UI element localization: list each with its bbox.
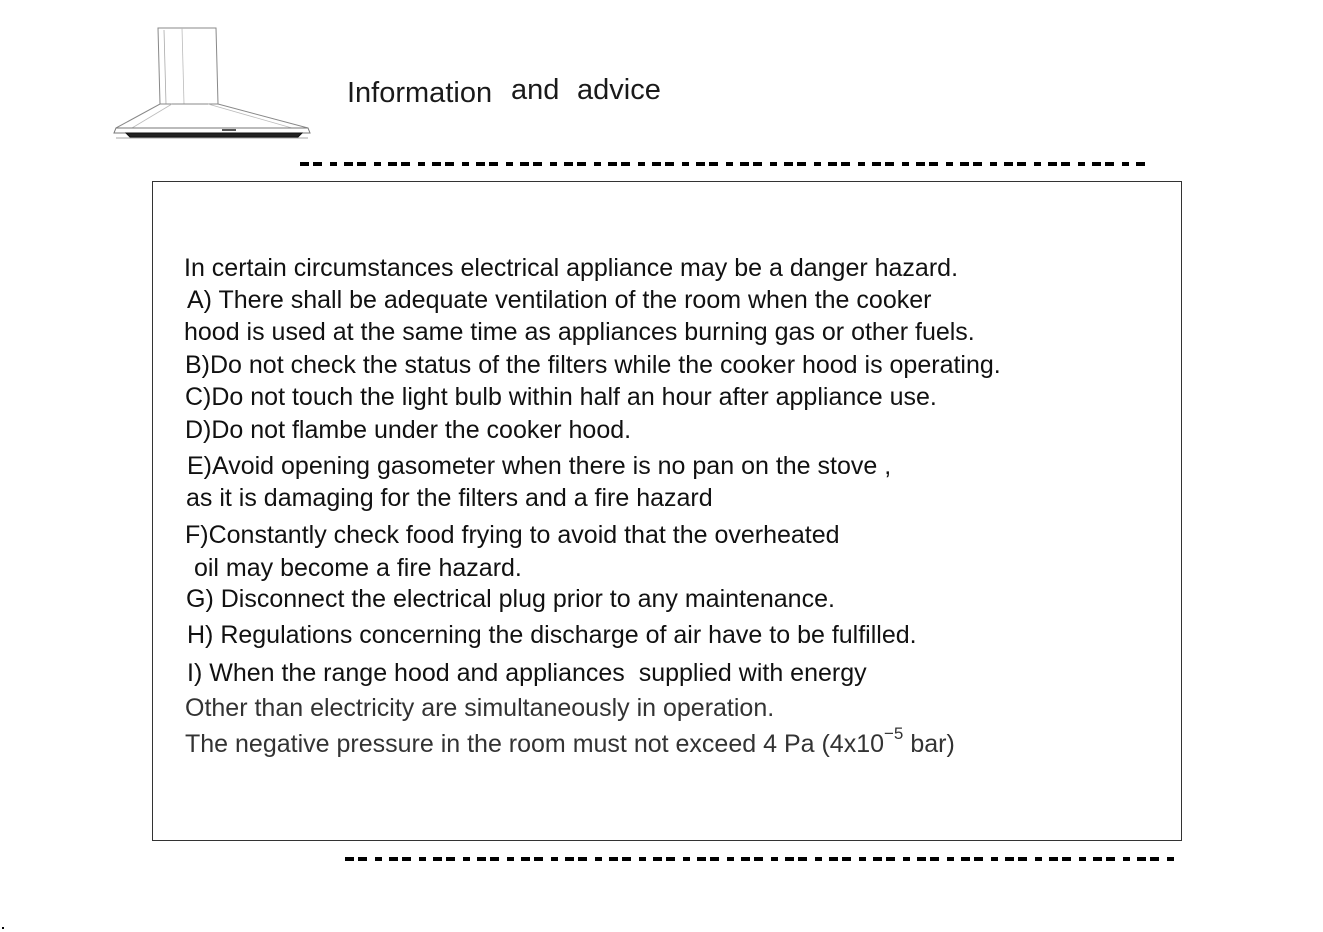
body-line-11: G) Disconnect the electrical plug prior to any maintenance. [186,585,835,613]
body-line-9: F)Constantly check food frying to avoid that the overheated [185,521,840,549]
body-line-1: In certain circumstances electrical appliance may be a danger hazard. [184,254,959,282]
page-title-word-information: Information [347,77,493,109]
bottom-dashed-divider [345,857,1177,861]
top-dashed-divider [300,162,1145,166]
page-title-word-and: and [511,74,560,106]
body-line-5: C)Do not touch the light bulb within half an hour after appliance use. [185,383,937,411]
body-line-3: hood is used at the same time as appliances burning gas or other fuels. [184,318,975,346]
body-line-12: H) Regulations concerning the discharge of air have to be fulfilled. [187,621,917,649]
page-title-word-advice: advice [577,74,661,106]
body-line-14: Other than electricity are simultaneously in operation. [185,694,775,722]
pressure-unit: bar) [910,730,955,758]
body-line-7: E)Avoid opening gasometer when there is no pan on the stove , [187,452,892,480]
body-line-6: D)Do not flambe under the cooker hood. [185,416,632,444]
body-line-10: oil may become a fire hazard. [187,554,522,582]
corner-mark [2,927,4,929]
body-line-8: as it is damaging for the filters and a fire hazard [186,484,713,512]
pressure-line [185,723,955,759]
cooker-hood-icon [112,24,314,142]
body-line-4: B)Do not check the status of the filters while the cooker hood is operating. [185,351,1001,379]
pressure-line-text: The negative pressure in the room must not exceed 4 Pa (4x10 [185,730,884,758]
body-line-2: A) There shall be adequate ventilation of the room when the cooker [187,286,932,314]
body-line-13: I) When the range hood and appliances supplied with energy [187,659,867,687]
pressure-exponent: −5 [884,723,904,743]
